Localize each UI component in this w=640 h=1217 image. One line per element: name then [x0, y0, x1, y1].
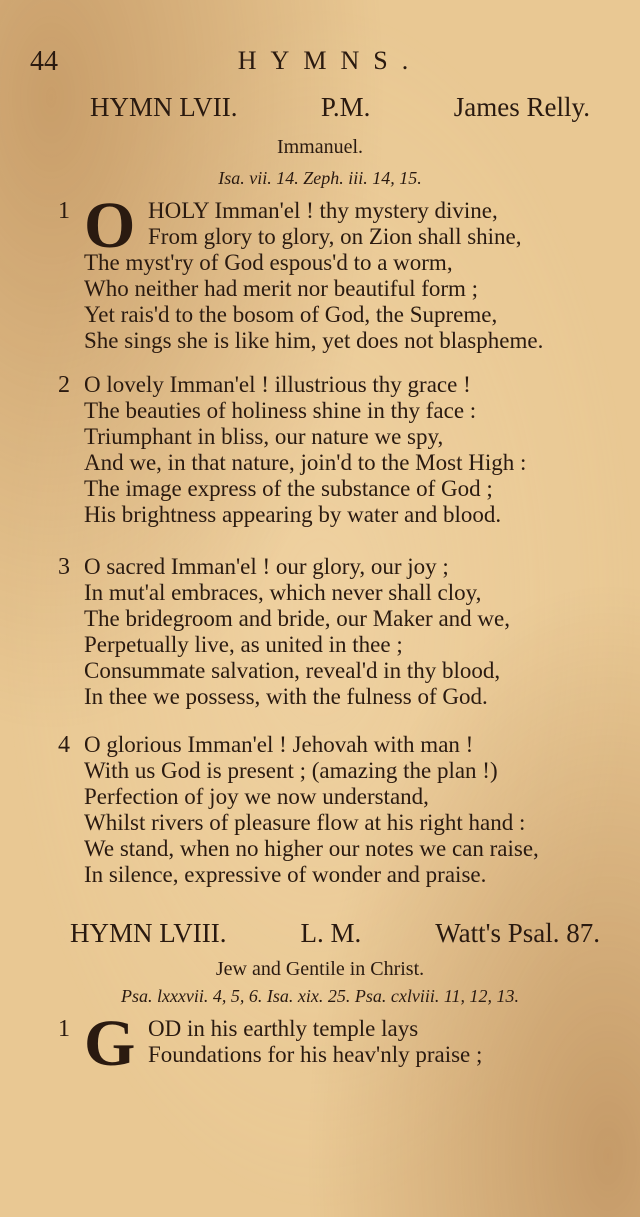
hymn-57-title: [90, 92, 590, 123]
verse-line: In thee we possess, with the fulness of God.: [84, 684, 488, 709]
verse-line: O lovely Imman'el ! illustrious thy grace !: [84, 372, 471, 397]
verse-line: O glorious Imman'el ! Jehovah with man !: [84, 732, 474, 757]
hymn-58-scripture-refs: Psa. lxxxvii. 4, 5, 6. Isa. xix. 25. Psa. cxlviii. 11, 12, 13.: [120, 986, 520, 1006]
verse-line: In mut'al embraces, which never shall cloy,: [84, 580, 482, 605]
stanza-number: 2: [58, 372, 70, 398]
stanza-number: 4: [58, 732, 70, 758]
hymn-number: HYMN LVII.: [90, 92, 238, 122]
verse-line: The beauties of holiness shine in thy face :: [84, 398, 477, 423]
hymn-number: HYMN LVIII.: [70, 918, 227, 948]
hymn-57-subtitle: Immanuel.: [276, 136, 364, 158]
verse-line: The image express of the substance of God ;: [84, 476, 493, 501]
stanza-4: [58, 732, 628, 888]
hymn-58-title: [70, 918, 600, 949]
verse-line: Whilst rivers of pleasure flow at his right hand :: [84, 810, 526, 835]
stanza-number: 3: [58, 554, 70, 580]
drop-cap: O: [84, 189, 136, 262]
verse-line: Consummate salvation, reveal'd in thy blood,: [84, 658, 501, 683]
verse-line: His brightness appearing by water and blood.: [84, 502, 502, 527]
verse-line: HOLY Imman'el ! thy mystery divine,: [148, 198, 498, 223]
stanza-number: 1: [58, 1016, 70, 1042]
page-header: [0, 44, 640, 84]
verse-line: And we, in that nature, join'd to the Most High :: [84, 450, 527, 475]
hymn-58-subtitle: Jew and Gentile in Christ.: [215, 958, 425, 980]
drop-cap: G: [84, 1007, 136, 1080]
stanza-1-hymn-58: [58, 1007, 628, 1080]
verse-line: OD in his earthly temple lays: [148, 1016, 419, 1041]
stanza-3: [58, 554, 628, 710]
verse-line: Foundations for his heav'nly praise ;: [148, 1042, 483, 1067]
verse-line: From glory to glory, on Zion shall shine,: [148, 224, 522, 249]
running-title: HYMNS.: [237, 46, 423, 75]
verse-line: Yet rais'd to the bosom of God, the Supreme,: [84, 302, 498, 327]
verse-line: The myst'ry of God espous'd to a worm,: [84, 250, 453, 275]
hymn-meter: P.M.: [320, 92, 371, 122]
verse-line: With us God is present ; (amazing the plan !): [84, 758, 498, 783]
page-number: 44: [30, 46, 58, 77]
verse-line: Perfection of joy we now understand,: [84, 784, 429, 809]
stanza-1: [58, 189, 628, 354]
verse-line: We stand, when no higher our notes we can raise,: [84, 836, 539, 861]
verse-line: In silence, expressive of wonder and praise.: [84, 862, 487, 887]
hymn-meter: L. M.: [300, 918, 362, 948]
verse-line: O sacred Imman'el ! our glory, our joy ;: [84, 554, 449, 579]
verse-line: Triumphant in bliss, our nature we spy,: [84, 424, 444, 449]
stanza-2: [58, 372, 628, 528]
hymn-author: Watt's Psal. 87.: [435, 918, 600, 948]
verse-line: Who neither had merit nor beautiful form ;: [84, 276, 479, 301]
stanza-number: 1: [58, 198, 70, 224]
verse-line: Perpetually live, as united in thee ;: [84, 632, 403, 657]
hymn-author: James Relly.: [453, 92, 590, 122]
hymn-57-scripture-refs: Isa. vii. 14. Zeph. iii. 14, 15.: [218, 168, 422, 188]
verse-line: The bridegroom and bride, our Maker and we,: [84, 606, 510, 631]
verse-line: She sings she is like him, yet does not blaspheme.: [84, 328, 544, 353]
